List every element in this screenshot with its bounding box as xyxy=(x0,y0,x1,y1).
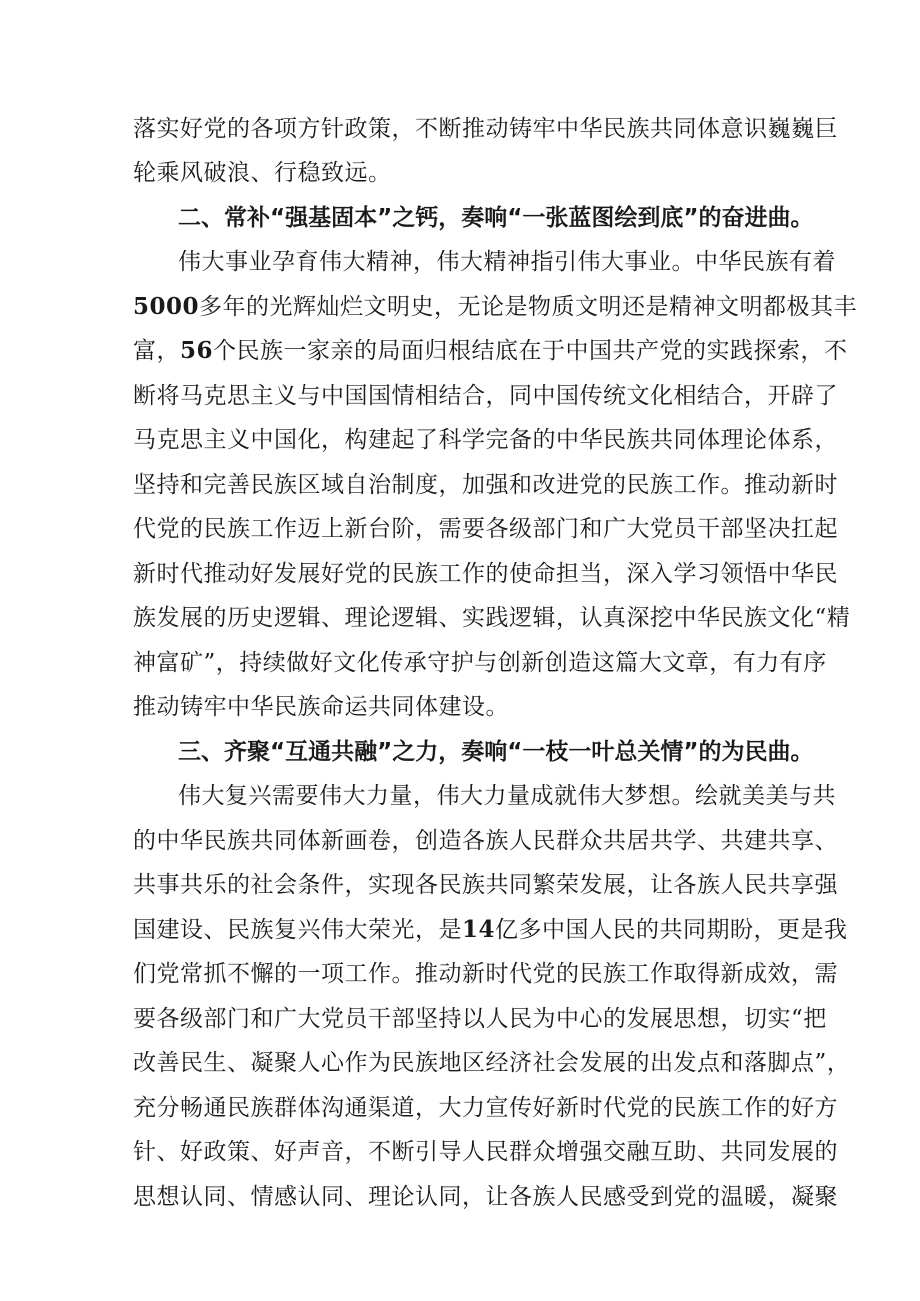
text-run: 针、好政策、好声音，不断引导人民群众增强交融互助、共同发展的 xyxy=(133,1139,838,1165)
body-text-line xyxy=(133,511,838,547)
text-run: 断将马克思主义与中国国情相结合，同中国传统文化相结合，开辟了 xyxy=(133,383,838,409)
text-run: 伟大复兴需要伟大力量，伟大力量成就伟大梦想。绘就美美与共 xyxy=(178,783,836,809)
text-run: 代党的民族工作迈上新台阶，需要各级部门和广大党员干部坚决扛起 xyxy=(133,516,838,542)
body-text-line xyxy=(133,155,392,191)
text-run: 落实好党的各项方针政策，不断推动铸牢中华民族共同体意识巍巍巨 xyxy=(133,116,838,142)
section-heading-3 xyxy=(178,734,813,770)
paragraph-first-line xyxy=(178,778,836,814)
body-text-line xyxy=(133,111,838,147)
body-text-line xyxy=(133,912,848,948)
body-text-line xyxy=(133,867,838,903)
text-run: 们党常抓不懈的一项工作。推动新时代党的民族工作取得新成效，需 xyxy=(133,961,838,987)
body-text-line xyxy=(133,600,850,636)
body-text-line xyxy=(133,689,509,725)
text-run: 的中华民族共同体新画卷，创造各族人民群众共居共学、共建共享、 xyxy=(133,828,838,854)
paragraph-first-line xyxy=(178,244,836,280)
body-text-line xyxy=(133,1179,838,1215)
text-run: 国建设、民族复兴伟大荣光，是 xyxy=(133,917,462,943)
number-run: 5000 xyxy=(133,293,200,320)
text-run: 推动铸牢中华民族命运共同体建设。 xyxy=(133,694,509,720)
body-text-line xyxy=(133,823,838,859)
text-run: 富， xyxy=(133,338,180,364)
body-text-line xyxy=(133,467,838,503)
body-text-line xyxy=(133,333,848,369)
heading-text: 三、齐聚“互通共融”之力，奏响“一枝一叶总关情”的为民曲。 xyxy=(178,739,814,765)
body-text-line xyxy=(133,556,838,592)
text-run: 改善民生、凝聚人心作为民族地区经济社会发展的出发点和落脚点”， xyxy=(133,1050,851,1076)
body-text-line xyxy=(133,956,838,992)
body-text-line xyxy=(133,1090,838,1126)
text-run: 共事共乐的社会条件，实现各民族共同繁荣发展，让各族人民共享强 xyxy=(133,872,838,898)
text-run: 坚持和完善民族区域自治制度，加强和改进党的民族工作。推动新时 xyxy=(133,472,838,498)
body-text-line xyxy=(133,1045,850,1081)
section-heading-2 xyxy=(178,200,813,236)
text-run: 新时代推动好发展好党的民族工作的使命担当，深入学习领悟中华民 xyxy=(133,561,838,587)
body-text-line xyxy=(133,422,838,458)
text-run: 族发展的历史逻辑、理论逻辑、实践逻辑，认真深挖中华民族文化“精 xyxy=(133,605,851,631)
text-run: 多年的光辉灿烂文明史，无论是物质文明还是精神文明都极其丰 xyxy=(199,294,858,320)
number-run: 14 xyxy=(462,916,496,943)
text-run: 思想认同、情感认同、理论认同，让各族人民感受到党的温暖，凝聚 xyxy=(133,1184,838,1210)
text-run: 马克思主义中国化，构建起了科学完备的中华民族共同体理论体系， xyxy=(133,427,838,453)
text-run: 轮乘风破浪、行稳致远。 xyxy=(133,160,392,186)
body-text-line xyxy=(133,289,857,325)
number-run: 56 xyxy=(180,337,214,364)
body-text-line xyxy=(133,1001,827,1037)
body-text-line xyxy=(133,645,827,681)
text-run: 要各级部门和广大党员干部坚持以人民为中心的发展思想，切实“把 xyxy=(133,1006,827,1032)
body-text-line xyxy=(133,1134,838,1170)
text-run: 伟大事业孕育伟大精神，伟大精神指引伟大事业。中华民族有着 xyxy=(178,249,836,275)
text-run: 神富矿”，持续做好文化传承守护与创新创造这篇大文章，有力有序 xyxy=(133,650,827,676)
text-run: 亿多中国人民的共同期盼，更是我 xyxy=(495,917,848,943)
heading-text: 二、常补“强基固本”之钙，奏响“一张蓝图绘到底”的奋进曲。 xyxy=(178,205,814,231)
text-run: 充分畅通民族群体沟通渠道，大力宣传好新时代党的民族工作的好方 xyxy=(133,1095,838,1121)
body-text-line xyxy=(133,378,838,414)
text-run: 个民族一家亲的局面归根结底在于中国共产党的实践探索，不 xyxy=(213,338,848,364)
